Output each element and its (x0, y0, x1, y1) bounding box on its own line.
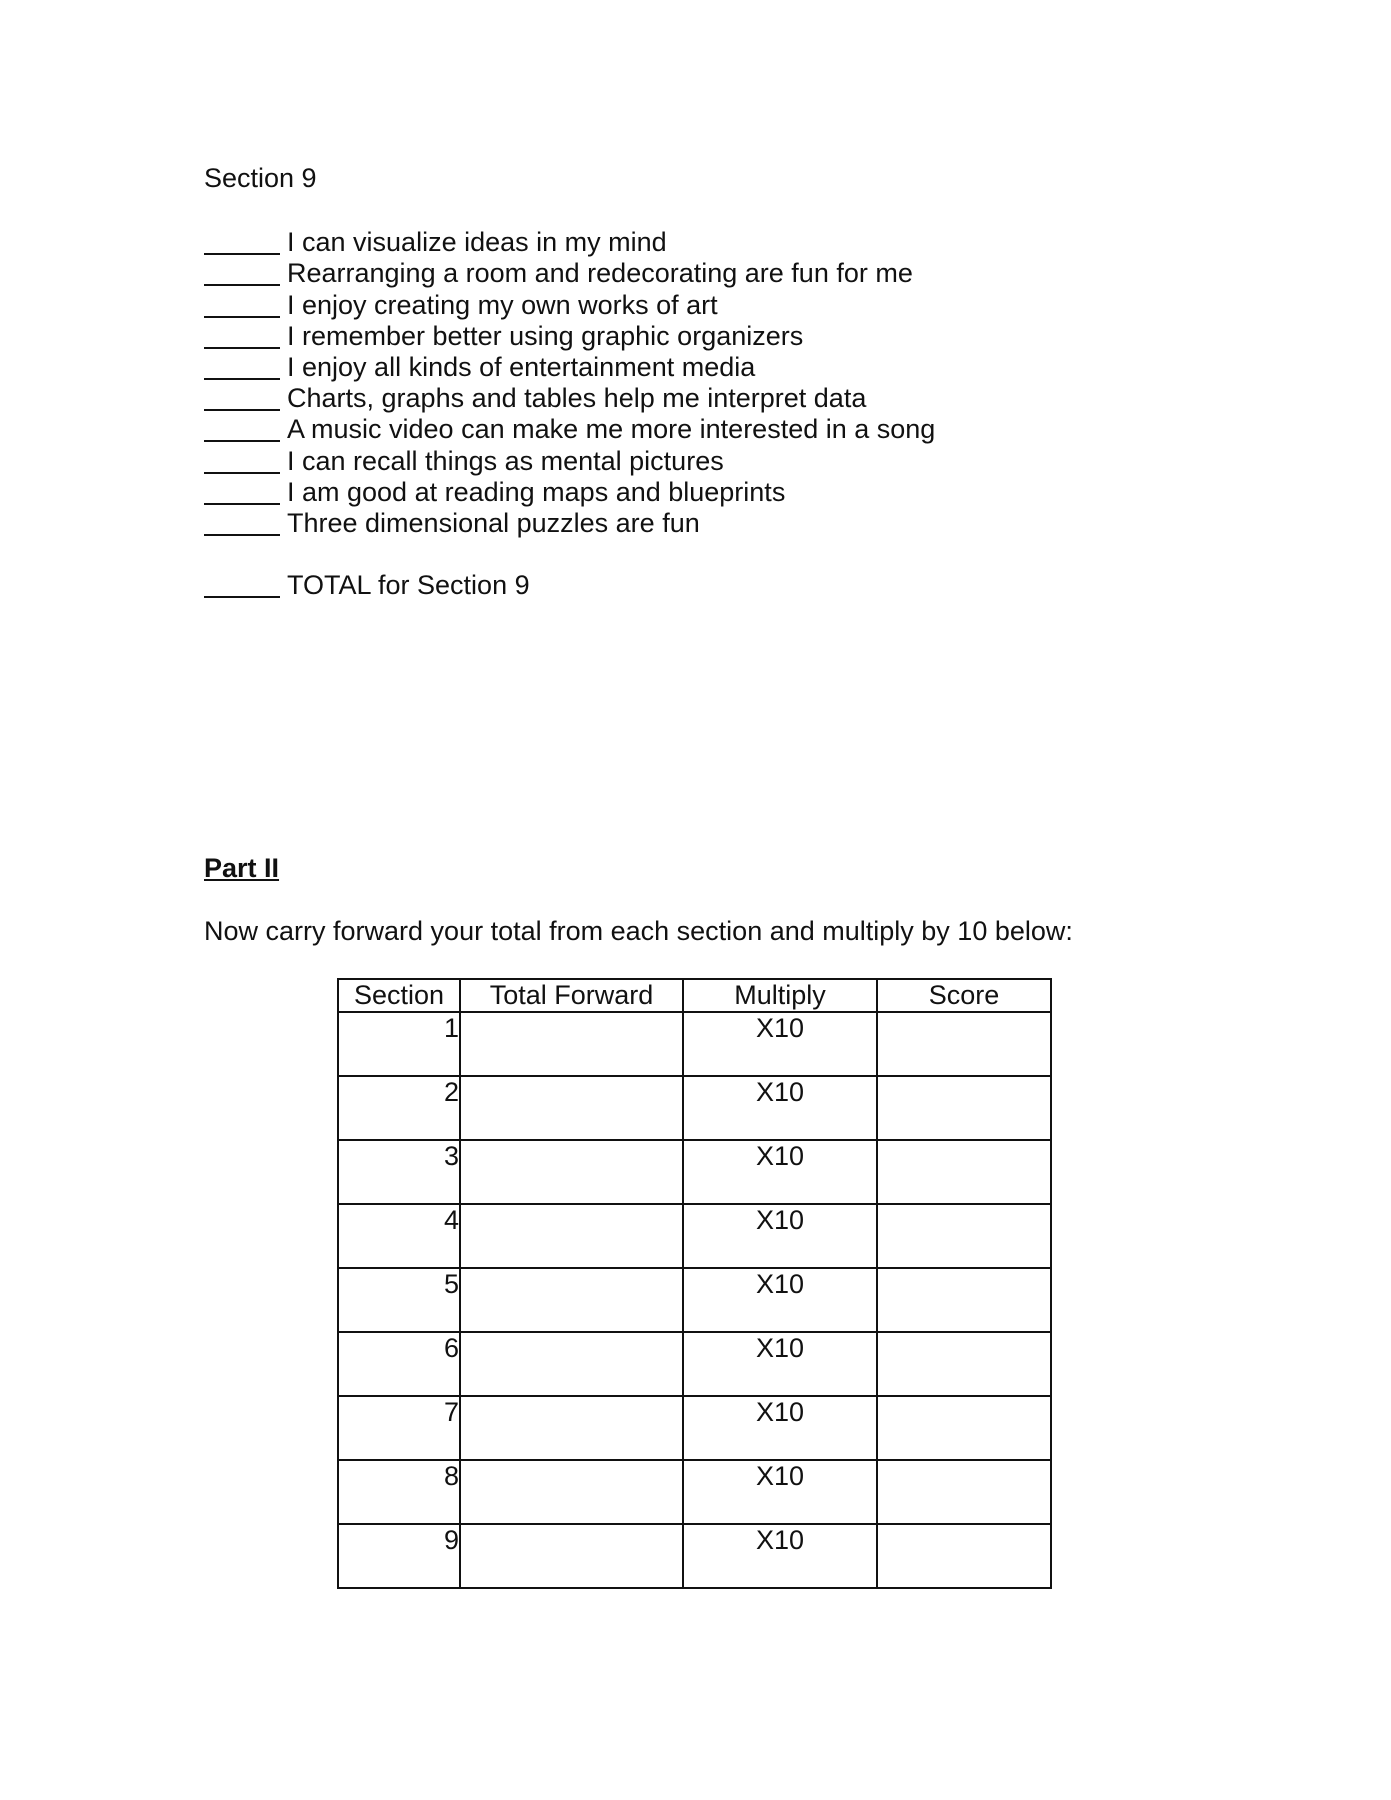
section-number-cell: 1 (338, 1012, 460, 1076)
table-row (338, 1524, 1051, 1588)
multiply-cell: X10 (683, 1268, 877, 1332)
statement-text: Rearranging a room and redecorating are fun for me (287, 258, 913, 289)
score-cell[interactable] (877, 1524, 1051, 1588)
score-cell[interactable] (877, 1268, 1051, 1332)
score-cell[interactable] (877, 1460, 1051, 1524)
statement-item (204, 289, 935, 320)
table-row (338, 1396, 1051, 1460)
answer-blank[interactable] (204, 228, 280, 255)
answer-blank[interactable] (204, 478, 280, 505)
total-forward-cell[interactable] (460, 1076, 683, 1140)
section-number-cell: 8 (338, 1460, 460, 1524)
table-row (338, 1140, 1051, 1204)
total-forward-cell[interactable] (460, 1396, 683, 1460)
score-table (337, 978, 1052, 1589)
total-forward-cell[interactable] (460, 1140, 683, 1204)
section-number-cell: 3 (338, 1140, 460, 1204)
answer-blank[interactable] (204, 291, 280, 318)
answer-blank[interactable] (204, 384, 280, 411)
section-number-cell: 2 (338, 1076, 460, 1140)
answer-blank[interactable] (204, 415, 280, 442)
multiply-cell: X10 (683, 1076, 877, 1140)
answer-blank[interactable] (204, 322, 280, 349)
score-cell[interactable] (877, 1396, 1051, 1460)
answer-blank[interactable] (204, 353, 280, 380)
total-label: TOTAL for Section 9 (287, 570, 530, 600)
total-blank[interactable] (204, 571, 280, 598)
statement-text: I remember better using graphic organizers (287, 320, 804, 351)
multiply-cell: X10 (683, 1204, 877, 1268)
statement-list (204, 227, 935, 539)
statement-text: I am good at reading maps and blueprints (287, 476, 786, 507)
instruction-text: Now carry forward your total from each section and multiply by 10 below: (204, 916, 1073, 946)
column-header-score: Score (877, 979, 1051, 1012)
statement-item (204, 445, 935, 476)
table-row (338, 1268, 1051, 1332)
table-row (338, 1076, 1051, 1140)
statement-item (204, 258, 935, 289)
multiply-cell: X10 (683, 1140, 877, 1204)
answer-blank[interactable] (204, 509, 280, 536)
score-cell[interactable] (877, 1076, 1051, 1140)
table-row (338, 1012, 1051, 1076)
section-number-cell: 5 (338, 1268, 460, 1332)
total-forward-cell[interactable] (460, 1012, 683, 1076)
statement-text: Three dimensional puzzles are fun (287, 507, 700, 538)
statement-item (204, 227, 935, 258)
statement-item (204, 383, 935, 414)
statement-text: I enjoy all kinds of entertainment media (287, 351, 756, 382)
answer-blank[interactable] (204, 259, 280, 286)
answer-blank[interactable] (204, 447, 280, 474)
statement-text: I enjoy creating my own works of art (287, 289, 718, 320)
section-total (204, 570, 530, 601)
statement-item (204, 352, 935, 383)
section-title: Section 9 (204, 163, 317, 193)
table-row (338, 1204, 1051, 1268)
statement-text: I can recall things as mental pictures (287, 445, 724, 476)
multiply-cell: X10 (683, 1332, 877, 1396)
section-number-cell: 7 (338, 1396, 460, 1460)
score-cell[interactable] (877, 1012, 1051, 1076)
multiply-cell: X10 (683, 1396, 877, 1460)
total-forward-cell[interactable] (460, 1204, 683, 1268)
multiply-cell: X10 (683, 1460, 877, 1524)
statement-item (204, 477, 935, 508)
statement-text: I can visualize ideas in my mind (287, 227, 667, 258)
table-row (338, 1460, 1051, 1524)
table-header-row (338, 979, 1051, 1012)
total-forward-cell[interactable] (460, 1524, 683, 1588)
score-cell[interactable] (877, 1204, 1051, 1268)
multiply-cell: X10 (683, 1012, 877, 1076)
statement-text: Charts, graphs and tables help me interpret data (287, 383, 867, 414)
statement-item (204, 508, 935, 539)
table-row (338, 1332, 1051, 1396)
total-forward-cell[interactable] (460, 1268, 683, 1332)
statement-item (204, 414, 935, 445)
section-number-cell: 6 (338, 1332, 460, 1396)
section-number-cell: 4 (338, 1204, 460, 1268)
section-number-cell: 9 (338, 1524, 460, 1588)
total-forward-cell[interactable] (460, 1332, 683, 1396)
statement-text: A music video can make me more interested in a song (287, 414, 936, 445)
part-heading: Part II (204, 853, 280, 883)
column-header-section: Section (338, 979, 460, 1012)
score-cell[interactable] (877, 1140, 1051, 1204)
column-header-multiply: Multiply (683, 979, 877, 1012)
total-forward-cell[interactable] (460, 1460, 683, 1524)
score-cell[interactable] (877, 1332, 1051, 1396)
column-header-total-forward: Total Forward (460, 979, 683, 1012)
multiply-cell: X10 (683, 1524, 877, 1588)
statement-item (204, 321, 935, 352)
